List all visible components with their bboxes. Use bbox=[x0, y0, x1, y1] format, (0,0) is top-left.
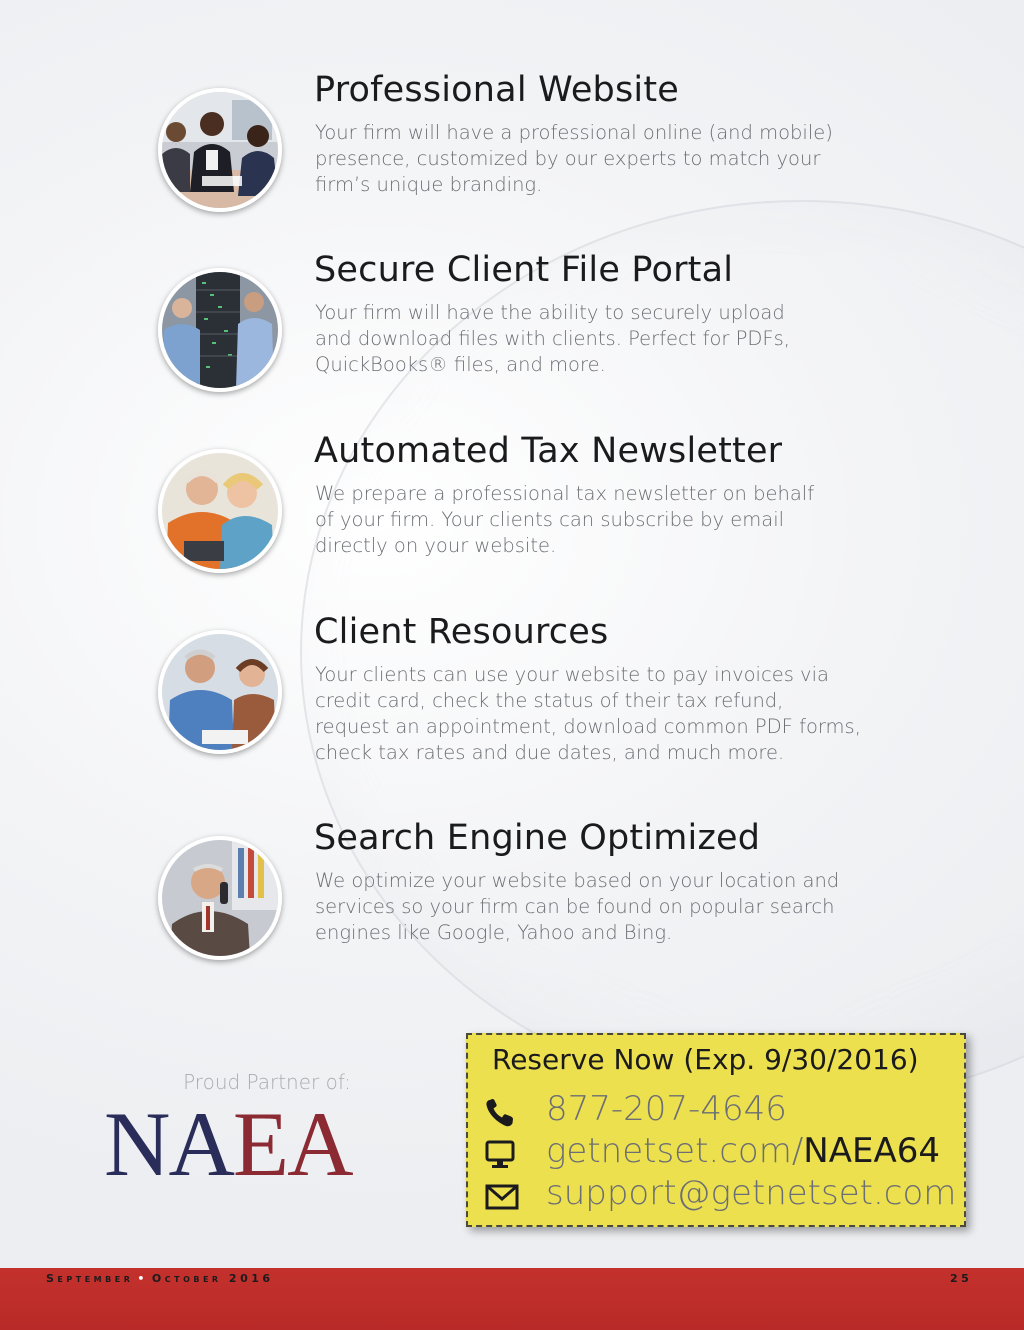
description-line: check tax rates and due dates, and much more. bbox=[315, 741, 785, 764]
description-line: request an appointment, download common PDF forms, bbox=[315, 715, 861, 738]
feature-description bbox=[315, 662, 895, 766]
advisor-clients-photo bbox=[158, 630, 282, 754]
contact-website-row[interactable] bbox=[484, 1131, 954, 1175]
naea-logo-part2: EA bbox=[232, 1093, 352, 1195]
feature-automated-tax-newsletter bbox=[158, 431, 918, 609]
description-line: Your clients can use your website to pay invoices via bbox=[315, 663, 829, 686]
description-line: We prepare a professional tax newsletter on behalf bbox=[315, 482, 815, 505]
feature-title: Search Engine Optimized bbox=[314, 818, 761, 858]
feature-title: Automated Tax Newsletter bbox=[314, 431, 783, 471]
naea-logo-part1: NA bbox=[104, 1093, 233, 1195]
reserve-title: Reserve Now (Exp. 9/30/2016) bbox=[492, 1043, 919, 1076]
description-line: firm’s unique branding. bbox=[315, 173, 543, 196]
businessman-phone-photo bbox=[158, 836, 282, 960]
envelope-icon bbox=[484, 1181, 520, 1213]
reserve-box bbox=[466, 1033, 966, 1227]
monitor-icon bbox=[484, 1139, 520, 1171]
description-line: We optimize your website based on your location and bbox=[315, 869, 840, 892]
feature-title: Client Resources bbox=[314, 612, 609, 652]
description-line: and download files with clients. Perfect for PDFs, bbox=[315, 327, 790, 350]
phone-number[interactable]: 877-207-4646 bbox=[546, 1089, 787, 1129]
description-line: directly on your website. bbox=[315, 534, 557, 557]
issue-month-start: September bbox=[46, 1272, 134, 1285]
issue-separator: • bbox=[137, 1272, 148, 1285]
website-url[interactable] bbox=[546, 1131, 940, 1171]
description-line: services so your firm can be found on popular search bbox=[315, 895, 835, 918]
description-line: credit card, check the status of their tax refund, bbox=[315, 689, 784, 712]
business-meeting-photo bbox=[158, 88, 282, 212]
description-line: presence, customized by our experts to match your bbox=[315, 147, 821, 170]
naea-logo bbox=[104, 1093, 352, 1195]
issue-month-end: October 2016 bbox=[151, 1272, 274, 1285]
feature-secure-client-file-portal bbox=[158, 250, 918, 428]
description-line: Your firm will have the ability to securely upload bbox=[315, 301, 785, 324]
issue-date bbox=[46, 1272, 274, 1285]
feature-title: Secure Client File Portal bbox=[314, 250, 734, 290]
feature-description bbox=[315, 481, 895, 559]
contact-phone-row[interactable] bbox=[484, 1089, 954, 1133]
description-line: engines like Google, Yahoo and Bing. bbox=[315, 921, 673, 944]
page-number: 25 bbox=[950, 1272, 973, 1285]
website-code: NAEA64 bbox=[803, 1131, 940, 1171]
description-line: QuickBooks® files, and more. bbox=[315, 353, 606, 376]
description-line: of your firm. Your clients can subscribe by email bbox=[315, 508, 785, 531]
partner-label: Proud Partner of: bbox=[183, 1070, 351, 1094]
phone-icon bbox=[484, 1097, 520, 1129]
feature-title: Professional Website bbox=[314, 70, 679, 110]
feature-description bbox=[315, 300, 895, 378]
feature-client-resources bbox=[158, 612, 918, 790]
website-prefix: getnetset.com/ bbox=[546, 1131, 804, 1171]
feature-description bbox=[315, 868, 895, 946]
feature-description bbox=[315, 120, 895, 198]
contact-email-row[interactable] bbox=[484, 1173, 957, 1217]
description-line: Your firm will have a professional online (and mobile) bbox=[315, 121, 833, 144]
server-room-photo bbox=[158, 268, 282, 392]
feature-professional-website bbox=[158, 70, 918, 248]
couple-laptop-photo bbox=[158, 449, 282, 573]
feature-search-engine-optimized bbox=[158, 818, 918, 996]
email-address[interactable]: support@getnetset.com bbox=[546, 1173, 957, 1213]
